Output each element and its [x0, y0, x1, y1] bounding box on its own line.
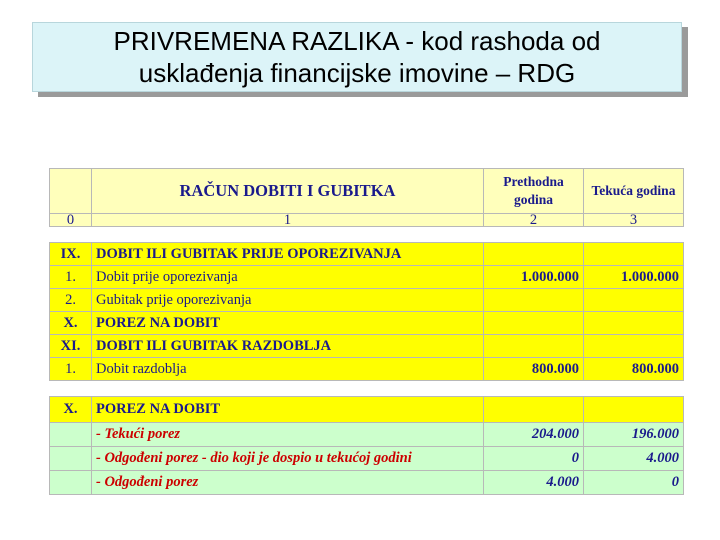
row-number: [50, 471, 92, 495]
row-curr-value: [584, 335, 684, 358]
header-curr-year: Tekuća godina: [584, 169, 684, 214]
row-label: - Tekući porez: [92, 423, 484, 447]
row-curr-value: 196.000: [584, 423, 684, 447]
title-line-2: usklađenja financijske imovine – RDG: [138, 58, 576, 88]
index-3: 3: [584, 214, 684, 227]
row-number: [50, 423, 92, 447]
table-row: [50, 423, 684, 447]
row-number: 1.: [50, 358, 92, 381]
row-prev-value: [484, 289, 584, 312]
row-curr-value: 800.000: [584, 358, 684, 381]
table-row: [50, 289, 684, 312]
row-prev-value: 0: [484, 447, 584, 471]
rdg-body-table: [49, 242, 684, 381]
row-number: IX.: [50, 243, 92, 266]
tax-breakdown-table: [49, 396, 684, 495]
index-1: 1: [92, 214, 484, 227]
row-number: [50, 447, 92, 471]
table-row: [50, 358, 684, 381]
row-curr-value: [584, 397, 684, 423]
row-number: 1.: [50, 266, 92, 289]
header-prev-year: [484, 169, 584, 214]
row-curr-value: [584, 243, 684, 266]
row-label: DOBIT ILI GUBITAK RAZDOBLJA: [92, 335, 484, 358]
header-no-cell: [50, 169, 92, 214]
slide-title: [32, 22, 682, 92]
header-prev-line2: godina: [513, 192, 554, 207]
row-curr-value: [584, 312, 684, 335]
table-row: [50, 471, 684, 495]
row-prev-value: 204.000: [484, 423, 584, 447]
header-row: [50, 169, 684, 214]
header-prev-line1: Prethodna: [503, 174, 564, 189]
row-number: X.: [50, 397, 92, 423]
row-prev-value: 1.000.000: [484, 266, 584, 289]
row-prev-value: [484, 243, 584, 266]
row-prev-value: [484, 397, 584, 423]
index-2: 2: [484, 214, 584, 227]
table-row: [50, 243, 684, 266]
row-prev-value: [484, 335, 584, 358]
row-prev-value: 800.000: [484, 358, 584, 381]
row-number: XI.: [50, 335, 92, 358]
row-curr-value: 0: [584, 471, 684, 495]
table-row: [50, 335, 684, 358]
rdg-header-table: [49, 168, 684, 227]
row-curr-value: [584, 289, 684, 312]
row-label: Dobit razdoblja: [92, 358, 484, 381]
row-label: - Odgođeni porez: [92, 471, 484, 495]
table-row: [50, 266, 684, 289]
row-label: Gubitak prije oporezivanja: [92, 289, 484, 312]
row-label: - Odgođeni porez - dio koji je dospio u tekućoj godini: [92, 447, 484, 471]
table-row: [50, 312, 684, 335]
row-curr-value: 4.000: [584, 447, 684, 471]
title-line-1: PRIVREMENA RAZLIKA - kod rashoda od: [113, 26, 601, 56]
row-label: DOBIT ILI GUBITAK PRIJE OPOREZIVANJA: [92, 243, 484, 266]
row-label: Dobit prije oporezivanja: [92, 266, 484, 289]
row-number: X.: [50, 312, 92, 335]
table-row: [50, 397, 684, 423]
row-number: 2.: [50, 289, 92, 312]
row-label: POREZ NA DOBIT: [92, 397, 484, 423]
row-curr-value: 1.000.000: [584, 266, 684, 289]
row-prev-value: 4.000: [484, 471, 584, 495]
header-main-title: RAČUN DOBITI I GUBITKA: [92, 169, 484, 214]
row-label: POREZ NA DOBIT: [92, 312, 484, 335]
index-0: 0: [50, 214, 92, 227]
index-row: [50, 214, 684, 227]
row-prev-value: [484, 312, 584, 335]
table-row: [50, 447, 684, 471]
